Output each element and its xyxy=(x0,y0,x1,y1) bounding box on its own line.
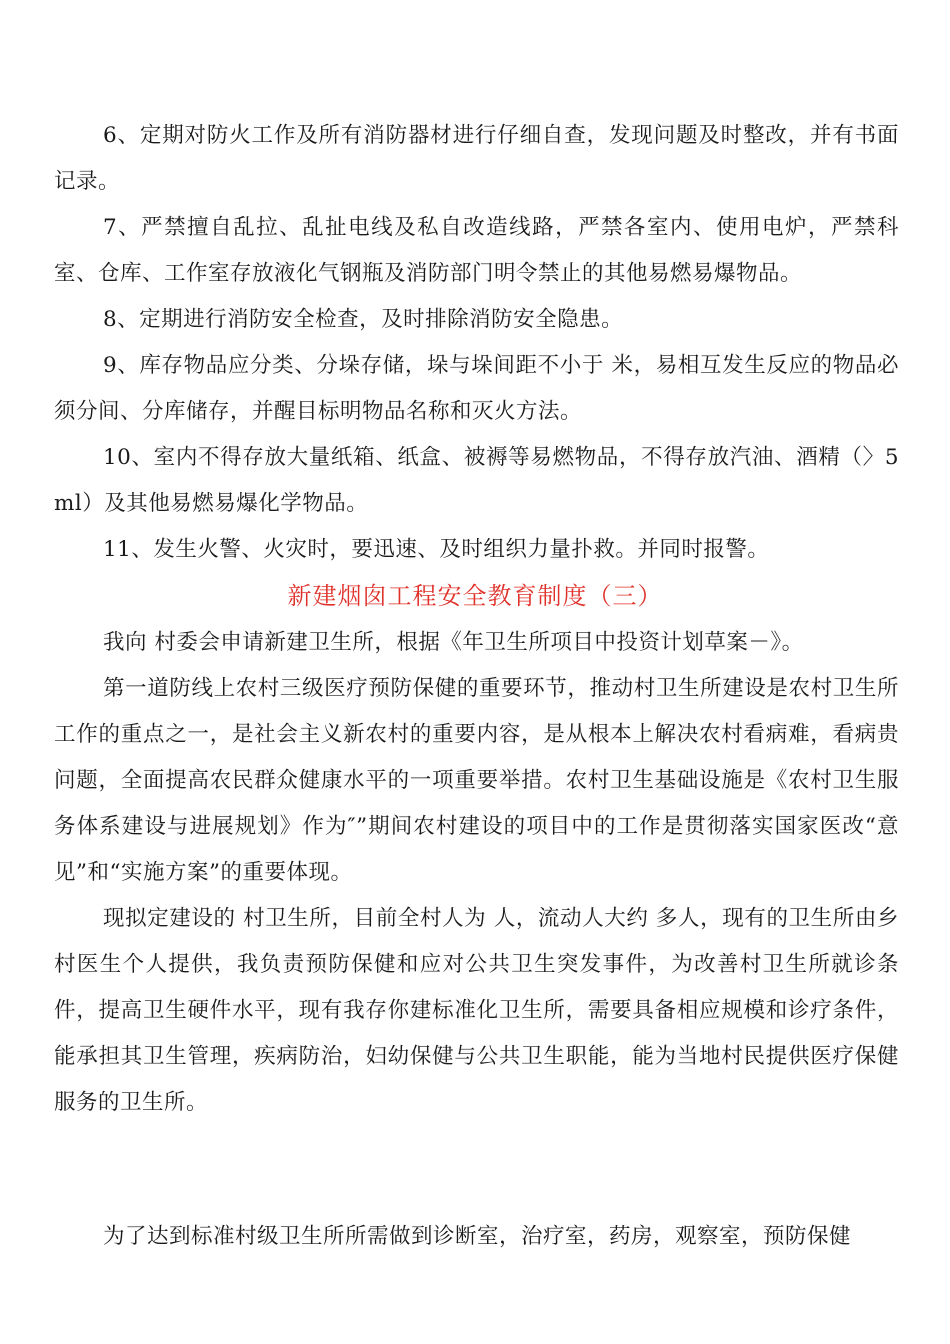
regulation-item-10: 10、室内不得存放大量纸箱、纸盒、被褥等易燃物品，不得存放汽油、酒精（〉5ml）及其他易燃易爆化学物品。 xyxy=(54,445,899,516)
body-paragraph-importance: 第一道防线上农村三级医疗预防保健的重要环节，推动村卫生所建设是农村卫生所工作的重点之一，是社会主义新农村的重要内容，是从根本上解决农村看病难，看病贵问题，全面提高农民群众健康水平的一项重要举措。农村卫生基础设施是《农村卫生服务体系建设与进展规划》作为″”期间农村建设的项目中的工作是贯彻落实国家医改“意见”和“实施方案”的重要体现。 xyxy=(54,676,899,885)
regulation-item-6: 6、定期对防火工作及所有消防器材进行仔细自查，发现问题及时整改，并有书面记录。 xyxy=(54,123,899,194)
regulation-item-9: 9、库存物品应分类、分垛存储，垛与垛间距不小于 米，易相互发生反应的物品必须分间、分库储存，并醒目标明物品名称和灭火方法。 xyxy=(54,353,899,424)
regulation-item-11: 11、发生火警、火灾时，要迅速、及时组织力量扑救。并同时报警。 xyxy=(103,537,770,562)
regulation-item-7: 7、严禁擅自乱拉、乱扯电线及私自改造线路，严禁各室内、使用电炉，严禁科室、仓库、工作室存放液化气钢瓶及消防部门明令禁止的其他易燃易爆物品。 xyxy=(54,215,899,286)
regulation-item-8: 8、定期进行消防安全检查，及时排除消防安全隐患。 xyxy=(103,307,624,332)
body-paragraph-plan: 现拟定建设的 村卫生所，目前全村人为 人，流动人大约 多人，现有的卫生所由乡村医生个人提供，我负责预防保健和应对公共卫生突发事件，为改善村卫生所就诊条件，提高卫生硬件水平，现有我存你建标准化卫生所，需要具备相应规模和诊疗条件，能承担其卫生管理，疾病防治，妇幼保健与公共卫生职能，能为当地村民提供医疗保健服务的卫生所。 xyxy=(54,906,899,1115)
section-title: 新建烟囱工程安全教育制度（三） xyxy=(287,582,663,610)
body-paragraph-application: 我向 村委会申请新建卫生所，根据《年卫生所项目中投资计划草案－》。 xyxy=(103,630,804,655)
body-paragraph-requirements: 为了达到标准村级卫生所所需做到诊断室，治疗室，药房，观察室，预防保健 xyxy=(103,1224,852,1249)
